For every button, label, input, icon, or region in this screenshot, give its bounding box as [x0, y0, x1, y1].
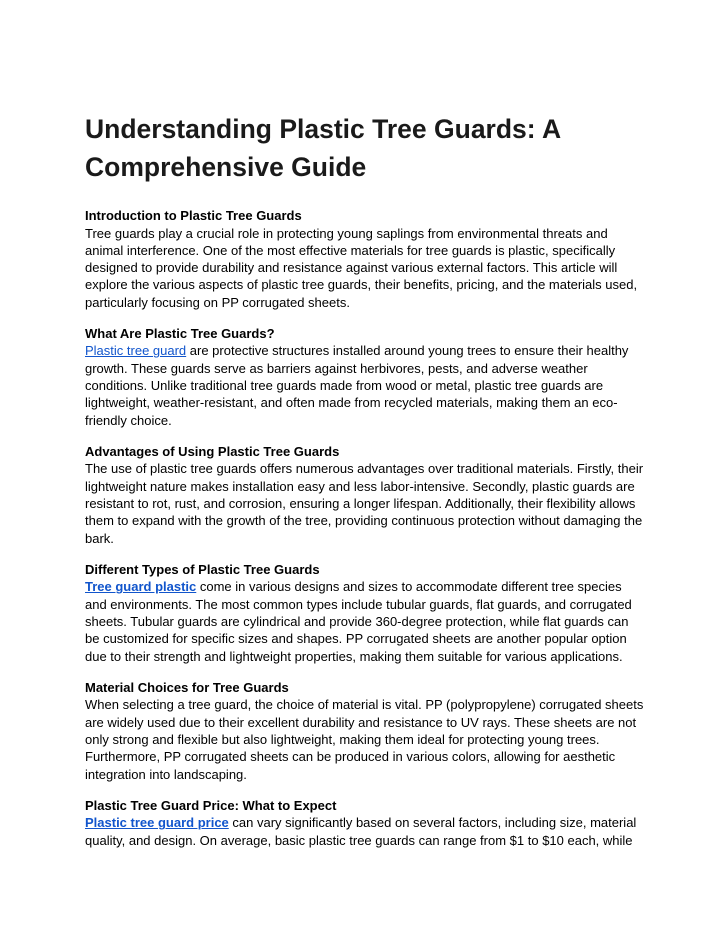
plastic-tree-guard-price-link[interactable]: Plastic tree guard price	[85, 815, 229, 831]
section-body	[85, 814, 645, 849]
section-heading: Advantages of Using Plastic Tree Guards	[85, 443, 340, 459]
section-heading: Plastic Tree Guard Price: What to Expect	[85, 797, 337, 813]
section-body	[85, 342, 645, 428]
section-body-text: come in various designs and sizes to accommodate different tree species and environments. The most common types include tubular guards, flat guards, and corrugated sheets. Tubular guards are cylindrical and provide 360-degree protection, while flat guards can be customized for specific sizes and shapes. PP corrugated sheets are another popular option due to their strength and lightweight properties, making them suitable for various applications.	[85, 579, 632, 664]
section-types	[85, 561, 645, 665]
document-page	[85, 110, 645, 849]
section-body: The use of plastic tree guards offers numerous advantages over traditional materials. Firstly, their lightweight nature makes installation easy and less labor-intensive. Secondly, plastic guards are resistant to rot, rust, and corrosion, ensuring a longer lifespan. Additionally, their flexibility allows them to expand with the growth of the tree, providing continuous protection without damaging the bark.	[85, 461, 644, 546]
section-body	[85, 578, 645, 664]
section-body-text: can vary significantly based on several factors, including size, material quality, and design. On average, basic plastic tree guards can range from $1 to $10 each, while	[85, 815, 637, 848]
title-line-2: Comprehensive Guide	[85, 152, 367, 182]
section-heading: Material Choices for Tree Guards	[85, 679, 289, 695]
section-materials	[85, 679, 645, 783]
section-body: When selecting a tree guard, the choice of material is vital. PP (polypropylene) corrugated sheets are widely used due to their excellent durability and resistance to UV rays. These sheets are not only strong and flexible but also lightweight, making them ideal for protecting young trees. Furthermore, PP corrugated sheets can be produced in various colors, allowing for aesthetic integration into landscaping.	[85, 697, 644, 782]
section-introduction	[85, 207, 645, 311]
section-advantages	[85, 443, 645, 547]
section-heading: Introduction to Plastic Tree Guards	[85, 208, 302, 223]
section-price	[85, 797, 645, 849]
title-line-1: Understanding Plastic Tree Guards: A	[85, 114, 562, 144]
tree-guard-plastic-link[interactable]: Tree guard plastic	[85, 579, 197, 595]
section-body-text: are protective structures installed around young trees to ensure their healthy growth. These guards serve as barriers against herbivores, pests, and adverse weather conditions. Unlike traditional tree guards made from wood or metal, plastic tree guards are lightweight, weather-resistant, and often made from recycled materials, making them an eco-friendly choice.	[85, 343, 629, 428]
section-what-are	[85, 325, 645, 429]
plastic-tree-guard-link[interactable]: Plastic tree guard	[85, 343, 187, 359]
page-title	[85, 110, 645, 186]
section-body: Tree guards play a crucial role in protecting young saplings from environmental threats and animal interference. One of the most effective materials for tree guards is plastic, specifically designed to provide durability and resistance against various external factors. This article will explore the various aspects of plastic tree guards, their benefits, pricing, and the materials used, particularly focusing on PP corrugated sheets.	[85, 225, 638, 310]
section-heading: What Are Plastic Tree Guards?	[85, 325, 275, 341]
section-heading: Different Types of Plastic Tree Guards	[85, 561, 320, 577]
